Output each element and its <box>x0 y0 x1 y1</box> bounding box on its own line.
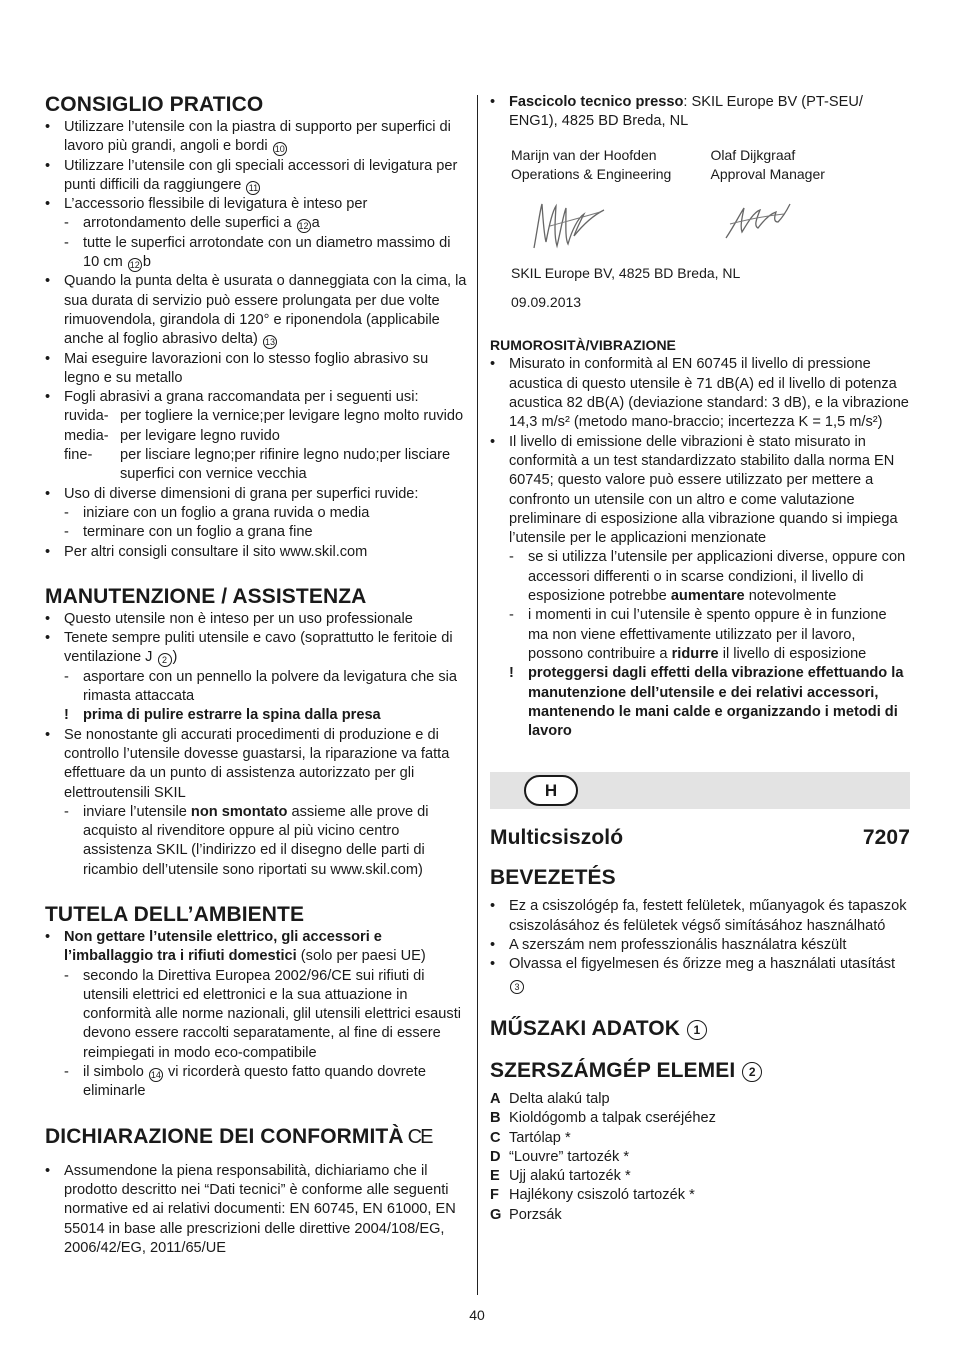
section-ambiente <box>45 902 467 1102</box>
conformita-list <box>45 1162 467 1258</box>
signer-role: Approval Manager <box>710 165 825 182</box>
list-item: • Ez a csiszológép fa, festett felületek, műanyagok és tapaszok csiszolásához és felületek végső simításához használható <box>490 897 910 936</box>
ref-circle: 14 <box>150 1070 161 1081</box>
part-item: C Tartólap * <box>490 1129 571 1146</box>
ref-circle: 11 <box>246 181 260 195</box>
list-item: • Se nonostante gli accurati procedimenti di produzione e di controllo l’utensile dovesse guastarsi, la riparazione va fatta effettuare da un punto di assistenza autorizzato per gli elettroutensili SKIL <box>45 726 467 803</box>
column-divider <box>477 95 478 1295</box>
list-item: • L’accessorio flessibile di levigatura è inteso per <box>45 195 467 214</box>
list-item: • Misurato in conformità al EN 60745 il livello di pressione acustica di questo utensile è 71 dB(A) ed il livello di potenza acustica 82 dB(A) (deviazione standard: 3 dB), e la vibrazione 14,3 m/s² (metodo mano-braccio; incertezza K = 1,5 m/s²) <box>490 355 910 432</box>
list-item: - iniziare con un foglio a grana ruvida o media <box>45 504 467 523</box>
list-item: - inviare l’utensile non smontato assieme alle prove di acquisto al rivenditore oppure al più vicino centro assistenza SKIL (l’indirizzo ed il disegno delle parti di ricambio dell’utensile sono riportati su www.skil.com) <box>45 803 467 880</box>
section-consiglio <box>45 92 467 562</box>
warning-item: ! prima di pulire estrarre la spina dalla presa <box>45 706 467 725</box>
signature-2-icon <box>720 196 910 258</box>
list-item: - se si utilizza l’utensile per applicazioni diverse, oppure con accessori differenti o in scarse condizioni, il livello di esposizione potrebbe aumentare notevolmente <box>490 548 910 606</box>
list-item: • A szerszám nem professzionális használatra készült <box>490 936 910 955</box>
part-item: B Kioldógomb a talpak cseréjéhez <box>490 1110 716 1127</box>
list-item: • Per altri consigli consultare il sito www.skil.com <box>45 543 467 562</box>
list-item: • Il livello di emissione delle vibrazioni è stato misurato in conformità a un test standardizzato stabilito dalla norma EN 60745; questo valore può essere utilizzato per mettere a confronto un utensile con un altro e come valutazione preliminare di esposizione alla vibrazione quando si impiega l’utensile per le applicazioni menzionate <box>490 433 910 549</box>
heading-ambiente: TUTELA DELL’AMBIENTE <box>45 902 305 926</box>
part-item: D “Louvre” tartozék * <box>490 1148 630 1165</box>
list-item: • Fogli abrasivi a grana raccomandata per i seguenti usi: <box>45 388 467 407</box>
heading-manutenzione: MANUTENZIONE / ASSISTENZA <box>45 584 367 608</box>
fascicolo-list <box>490 93 910 132</box>
heading-elemei: SZERSZÁMGÉP ELEMEI 2 <box>490 1058 910 1084</box>
rumore-list <box>490 355 910 741</box>
signer-2 <box>711 146 911 184</box>
list-item: • Questo utensile non è inteso per un uso professionale <box>45 610 467 629</box>
product-model: 7207 <box>862 826 910 850</box>
left-column <box>45 92 467 1258</box>
list-item: - secondo la Direttiva Europea 2002/96/CE sui rifiuti di utensili elettrici ed elettronici e la sua attuazione in conformità alle norme nazionali, glil utensili elettrici esausti devono essere raccolti separatamente, al fine di essere reimpiegati in modo eco-compatibile <box>45 967 467 1063</box>
list-item: - tutte le superfici arrotondate con un diametro massimo di 10 cm 12 b <box>45 234 467 273</box>
parts-list <box>490 1090 910 1225</box>
grain-row: media- per levigare legno ruvido <box>64 427 280 444</box>
part-item: E Ujj alakú tartozék * <box>490 1168 631 1185</box>
part-item: G Porzsák <box>490 1206 562 1223</box>
declaration-date: 09.09.2013 <box>511 293 582 310</box>
list-item: • Quando la punta delta è usurata o danneggiata con la cima, la sua durata di servizio può essere prolungata per due volte rimuovendola, girandola di 120° e riponendola (applicabile anche al foglio abrasivo delta) 13 <box>45 272 467 349</box>
signer-name: Marijn van der Hoofden <box>511 146 657 163</box>
list-item: - asportare con un pennello la polvere da levigatura che sia rimasta attaccata <box>45 668 467 707</box>
product-name: Multicsiszoló <box>490 826 624 850</box>
ce-mark: CE <box>407 1125 432 1148</box>
warning-item: ! proteggersi dagli effetti della vibrazione effettuando la manutenzione dell’utensile e dei relativi accessori, mantenendo le mani calde e organizzando i metodi di lavoro <box>490 664 910 741</box>
heading-consiglio: CONSIGLIO PRATICO <box>45 93 264 116</box>
heading-rumorosita: RUMOROSITÀ/VIBRAZIONE <box>490 337 676 354</box>
part-item: A Delta alakú talp <box>490 1090 610 1107</box>
grain-row: ruvida- per togliere la vernice;per levigare legno molto ruvido <box>64 408 464 425</box>
ref-circle: 13 <box>264 337 275 348</box>
list-item: • Mai eseguire lavorazioni con lo stesso foglio abrasivo su legno e su metallo <box>45 350 467 389</box>
company-address: SKIL Europe BV, 4825 BD Breda, NL <box>511 264 741 281</box>
heading-muszaki: MŰSZAKI ADATOK 1 <box>490 1016 910 1042</box>
signer-role: Operations & Engineering <box>511 165 672 182</box>
section-manutenzione <box>45 584 467 880</box>
section-muszaki <box>490 1016 910 1042</box>
grain-row: fine- per lisciare legno;per rifinire legno nudo;per lisciare superfici con vernice vecchia <box>64 447 451 483</box>
bevezetes-list <box>490 897 910 993</box>
part-item: F Hajlékony csiszoló tartozék * <box>490 1187 695 1204</box>
heading-conformita: DICHIARAZIONE DEI CONFORMITÀ CE <box>45 1124 432 1148</box>
list-item: • Uso di diverse dimensioni di grana per superfici ruvide: <box>45 485 467 504</box>
ref-circle: 12 <box>298 221 309 232</box>
consiglio-list <box>45 118 467 562</box>
list-item: - arrotondamento delle superfici a 12 a <box>45 214 467 233</box>
list-item: • Non gettare l’utensile elettrico, gli accessori e l’imballaggio tra i rifiuti domestici (solo per paesi UE) <box>45 928 467 967</box>
section-conformita <box>45 1124 467 1258</box>
ref-circle: 2 <box>158 653 172 667</box>
right-column <box>490 93 910 1225</box>
section-elemei <box>490 1058 910 1225</box>
section-bevezetes <box>490 865 910 993</box>
ref-circle: 12 <box>129 260 140 271</box>
signature-row <box>490 196 910 258</box>
list-item: • Fascicolo tecnico presso: SKIL Europe BV (PT-SEU/ ENG1), 4825 BD Breda, NL <box>490 93 910 132</box>
ambiente-list <box>45 928 467 1102</box>
heading-bevezetes: BEVEZETÉS <box>490 866 616 890</box>
list-item: • Tenete sempre puliti utensile e cavo (soprattutto le feritoie di ventilazione J 2 ) <box>45 629 467 668</box>
product-row <box>490 825 910 851</box>
signature-1-icon <box>530 196 720 258</box>
language-badge: H <box>524 775 578 806</box>
list-item: - il simbolo 14 vi ricorderà questo fatto quando dovrete eliminarle <box>45 1063 467 1102</box>
signer-name: Olaf Dijkgraaf <box>710 146 796 163</box>
list-item: - i momenti in cui l’utensile è spento oppure è in funzione ma non viene effettivamente utilizzato per il lavoro, possono contribuire a ridurre il livello di esposizione <box>490 606 910 664</box>
list-item: - terminare con un foglio a grana fine <box>45 523 467 542</box>
ref-circle: 2 <box>742 1062 762 1082</box>
ref-circle: 1 <box>687 1020 707 1040</box>
list-item: • Olvassa el figyelmesen és őrizze meg a használati utasítást 3 <box>490 955 910 994</box>
list-item: • Utilizzare l’utensile con gli speciali accessori di levigatura per punti difficili da raggiungere 11 <box>45 157 467 196</box>
language-bar <box>490 772 910 809</box>
ref-circle: 10 <box>274 144 285 155</box>
signers <box>490 146 910 184</box>
page-number: 40 <box>469 1307 485 1323</box>
list-item: • Utilizzare l’utensile con la piastra di supporto per superfici di lavoro più grandi, angoli e bordi 10 <box>45 118 467 157</box>
list-item: • Assumendone la piena responsabilità, dichiariamo che il prodotto descritto nei “Dati tecnici” è conforme alle seguenti normative ed ai relativi documenti: EN 60745, EN 61000, EN 55014 in base alle prescrizioni delle direttive 2004/108/EG, 2006/42/EG, 2011/65/UE <box>45 1162 467 1258</box>
signer-1 <box>511 146 711 184</box>
manutenzione-list <box>45 610 467 880</box>
ref-circle: 3 <box>510 980 524 994</box>
